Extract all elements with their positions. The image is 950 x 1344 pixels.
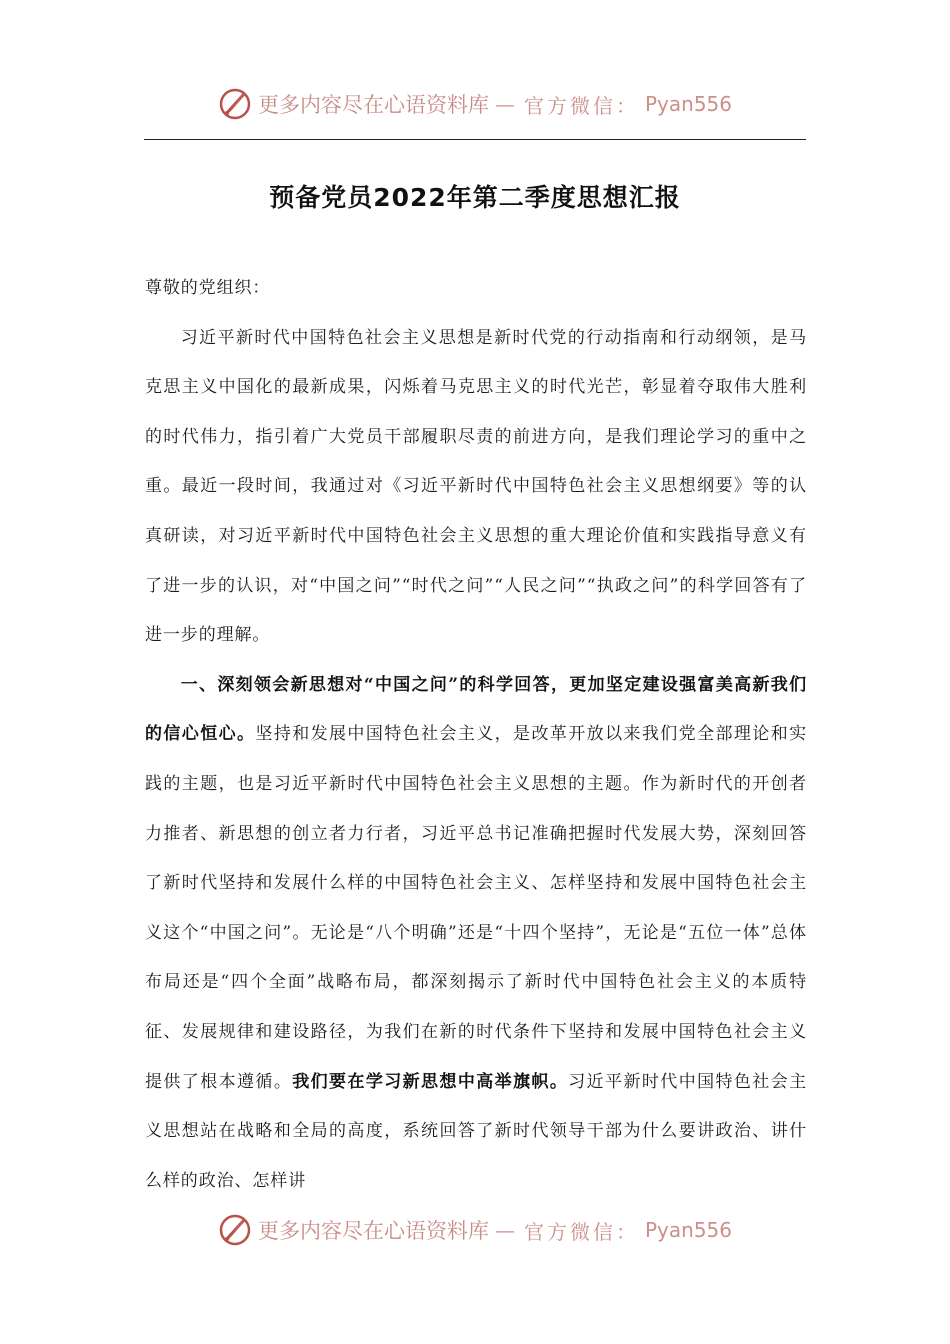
section-1-paragraph (145, 661, 807, 1207)
document-body (145, 264, 807, 1206)
document-title: 预备党员2022年第二季度思想汇报 (269, 183, 681, 212)
section-1-text-2: 习近平新时代中国特色社会主义思想站在战略和全局的高度，系统回答了新时代领导干部为什么要讲政治、讲什么样的政治、怎样讲 (145, 1071, 808, 1191)
quill-seal-icon (218, 1213, 252, 1247)
watermark-wechat-id: Pyan556 (644, 92, 732, 116)
watermark-official-label: 官方微信： (523, 1219, 639, 1244)
watermark-dash: — (494, 92, 518, 116)
watermark-dash: — (494, 1218, 518, 1242)
watermark-official-label: 官方微信： (523, 93, 639, 118)
quill-seal-icon (218, 87, 252, 121)
watermark-main-text: 更多内容尽在心语资料库 (257, 1219, 489, 1243)
watermark-banner-top (0, 84, 950, 124)
watermark-wechat-id: Pyan556 (644, 1218, 732, 1242)
section-1-heading: 一、深刻领会新思想对“中国之问”的科学回答，更加坚定建设强富美高新我们的信心恒心。 (145, 674, 807, 745)
section-1-text-1: 坚持和发展中国特色社会主义，是改革开放以来我们党全部理论和实践的主题，也是习近平新时代中国特色社会主义思想的主题。作为新时代的开创者力推者、新思想的创立者力行者，习近平总书记准确把握时代发展大势，深刻回答了新时代坚持和发展什么样的中国特色社会主义、怎样坚持和发展中国特色社会主义这个“中国之问”。无论是“八个明确”还是“十四个坚持”，无论是“五位一体”总体布局还是“四个全面”战略布局，都深刻揭示了新时代中国特色社会主义的本质特征、发展规律和建设路径，为我们在新的时代条件下坚持和发展中国特色社会主义提供了根本遵循。 (145, 724, 807, 1092)
header-divider (144, 139, 806, 140)
salutation: 尊敬的党组织： (145, 278, 271, 298)
section-1-emphasis: 我们要在学习新思想中高举旗帜。 (292, 1071, 569, 1092)
watermark-banner-bottom (0, 1210, 950, 1250)
intro-paragraph: 习近平新时代中国特色社会主义思想是新时代党的行动指南和行动纲领，是马克思主义中国化的最新成果，闪烁着马克思主义的时代光芒，彰显着夺取伟大胜利的时代伟力，指引着广大党员干部履职尽责的前进方向，是我们理论学习的重中之重。最近一段时间，我通过对《习近平新时代中国特色社会主义思想纲要》等的认真研读，对习近平新时代中国特色社会主义思想的重大理论价值和实践指导意义有了进一步的认识，对“中国之问”“时代之问”“人民之问”“执政之问”的科学回答有了进一步的理解。 (145, 327, 807, 646)
watermark-main-text: 更多内容尽在心语资料库 (257, 93, 489, 117)
